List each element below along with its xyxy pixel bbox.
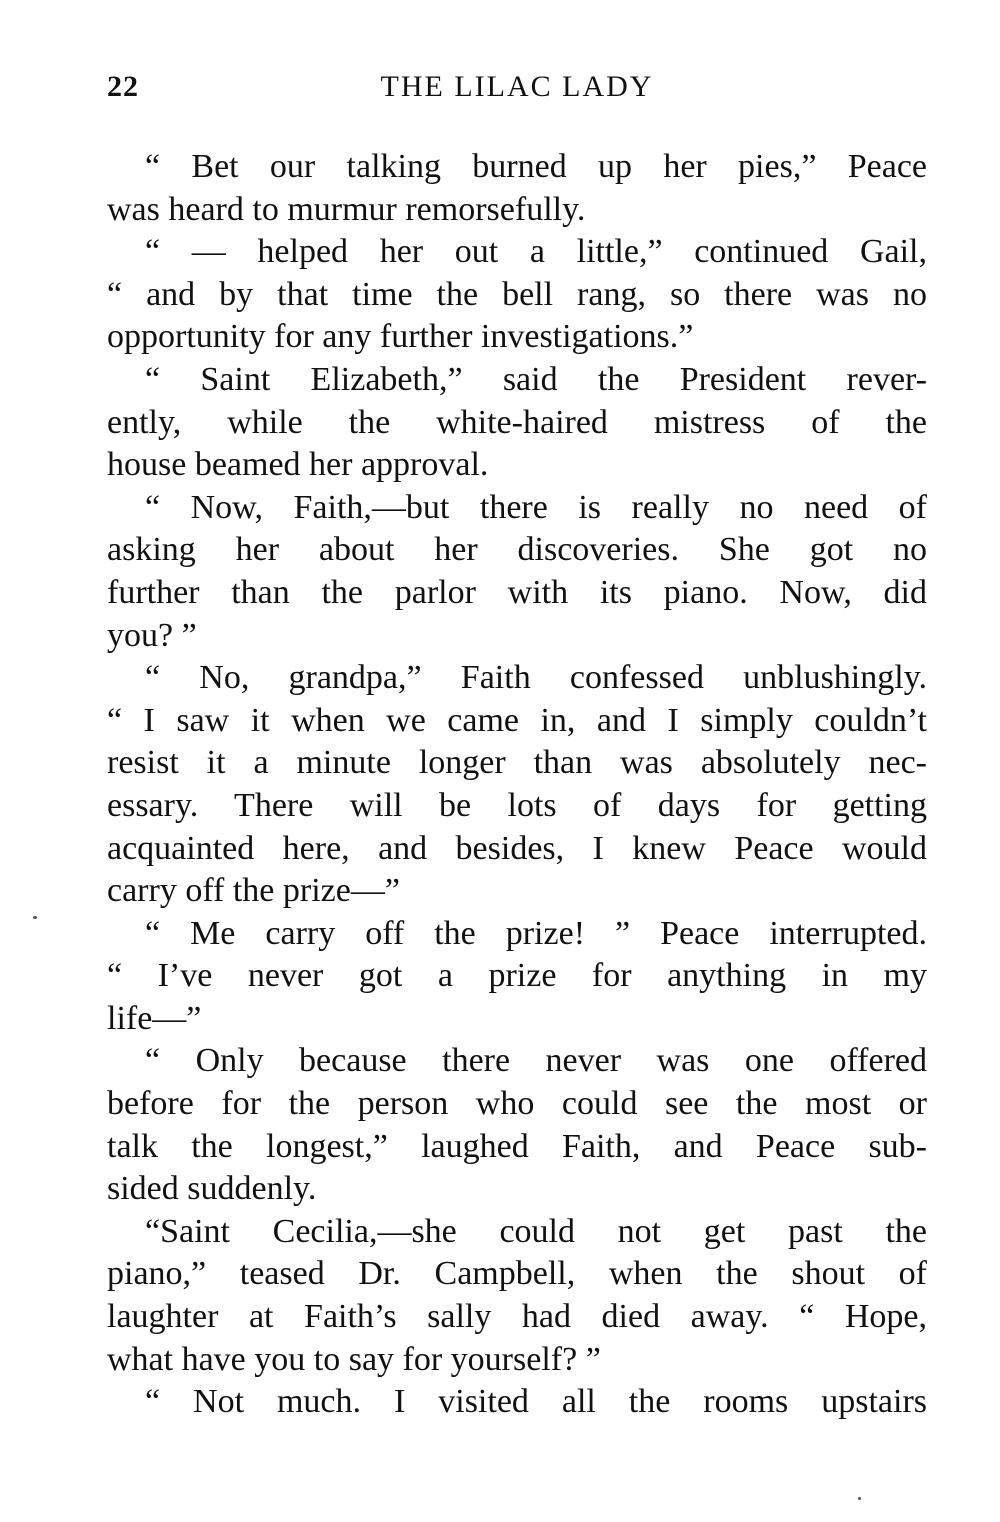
text-line: what have you to say for yourself? ” <box>107 1340 601 1378</box>
text-line: “ I’ve never got a prize for anything in my <box>107 957 927 995</box>
page-header <box>107 70 927 114</box>
print-speck <box>858 1497 861 1500</box>
text-line: house beamed her approval. <box>107 446 489 484</box>
text-line: “ Bet our talking burned up her pies,” Peace <box>145 148 927 185</box>
text-line: was heard to murmur remorsefully. <box>107 190 586 228</box>
text-line: “ No, grandpa,” Faith confessed unblushingly. <box>145 659 927 697</box>
text-line: you? ” <box>107 616 197 654</box>
text-line: “ Not much. I visited all the rooms upstairs <box>145 1383 927 1421</box>
text-line: asking her about her discoveries. She got no <box>107 531 927 569</box>
text-line: sided suddenly. <box>107 1170 317 1208</box>
text-line: resist it a minute longer than was absolutely nec- <box>107 744 927 782</box>
text-line: “ Only because there never was one offered <box>145 1042 927 1080</box>
text-line: opportunity for any further investigations.” <box>107 318 694 356</box>
body-text <box>107 146 927 1424</box>
print-speck <box>33 916 37 919</box>
text-line: “ — helped her out a little,” continued Gail, <box>145 233 927 271</box>
text-line: ently, while the white-haired mistress of the <box>107 403 927 441</box>
text-line: “ Saint Elizabeth,” said the President rever- <box>145 360 927 398</box>
text-line: before for the person who could see the most or <box>107 1085 927 1123</box>
text-line: essary. There will be lots of days for getting <box>107 786 927 824</box>
text-line: laughter at Faith’s sally had died away. “ Hope, <box>107 1298 927 1336</box>
text-line: “ I saw it when we came in, and I simply couldn’t <box>107 701 927 739</box>
running-head: THE LILAC LADY <box>380 70 654 103</box>
text-line: piano,” teased Dr. Campbell, when the shout of <box>107 1255 927 1293</box>
text-line: “ Me carry off the prize! ” Peace interrupted. <box>145 914 927 952</box>
text-line: “Saint Cecilia,—she could not get past the <box>145 1212 927 1250</box>
text-line: life—” <box>107 999 202 1037</box>
text-line: “ Now, Faith,—but there is really no need of <box>145 488 927 526</box>
text-line: further than the parlor with its piano. Now, did <box>107 573 927 611</box>
text-line: “ and by that time the bell rang, so there was no <box>107 275 927 313</box>
text-line: acquainted here, and besides, I knew Peace would <box>107 829 927 867</box>
text-line: talk the longest,” laughed Faith, and Peace sub- <box>107 1127 927 1165</box>
page-number: 22 <box>107 70 139 103</box>
text-line: carry off the prize—” <box>107 872 400 910</box>
